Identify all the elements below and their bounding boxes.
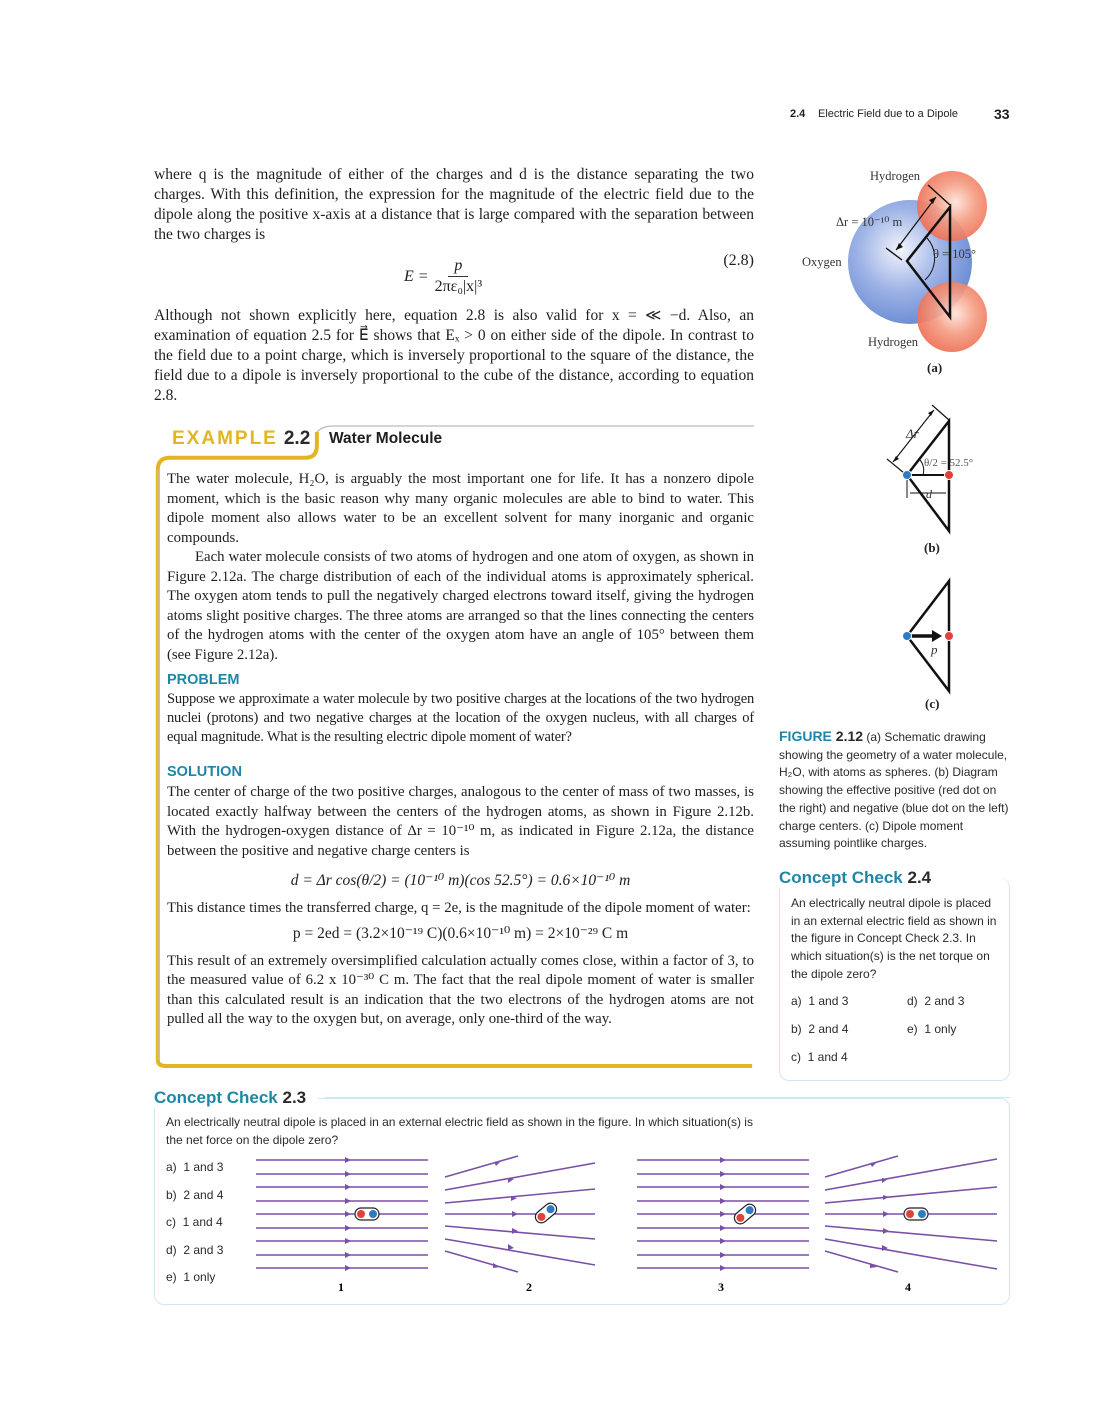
situation-4-label: 4 (905, 1280, 911, 1294)
dipole-1 (355, 1208, 379, 1220)
caption-label (779, 728, 863, 744)
label-hydrogen-top: Hydrogen (870, 169, 920, 183)
example-label-text: EXAMPLE (172, 428, 278, 449)
option-key: c) (791, 1050, 801, 1064)
example-header (154, 424, 756, 468)
hydrogen-atom-top (917, 171, 987, 241)
example-paragraph-2: Each water molecule consists of two atoms of hydrogen and one atom of oxygen, as shown in Figure 2.12a. The charge distribution of each of the individual atoms is approximately spherical. The oxygen atom tends to pull the negatively charged electrons toward itself, giving the hydrogen atoms slight positive charges. The three atoms are arranged so that the lines connecting the centers of the hydrogen atoms with the center of the oxygen atom have an angle of 105° between them (see Figure 2.12a). (167, 549, 754, 663)
option-key: a) (166, 1160, 177, 1174)
label-delta-r: Δr (906, 426, 919, 441)
equation-2-8 (154, 250, 754, 296)
situation-1-label: 1 (338, 1280, 344, 1294)
solution-text (167, 783, 754, 1030)
situation-2-diverging-field[interactable] (445, 1156, 595, 1272)
intro-paragraph (154, 165, 754, 245)
figure-2-12c-dipole-moment (860, 570, 1010, 720)
option-key: c) (166, 1215, 176, 1229)
sublabel-a: (a) (927, 360, 943, 375)
concept-check-2-4-question: An electrically neutral dipole is placed in an external electric field as shown in the figure in Concept Check 2.3. In which situation(s) is the net torque on the dipole zero? (791, 896, 997, 981)
option-d[interactable] (907, 994, 964, 1008)
problem-text (167, 690, 754, 747)
solution-heading: SOLUTION (167, 764, 242, 780)
option-b[interactable] (166, 1188, 223, 1202)
example-number: 2.2 (283, 428, 311, 449)
cc-label: Concept Check (154, 1088, 278, 1107)
problem-heading: PROBLEM (167, 672, 240, 688)
after-equation-paragraph (154, 306, 754, 406)
option-c[interactable] (166, 1215, 223, 1229)
dipole-3 (732, 1202, 758, 1227)
equation-number: (2.8) (723, 252, 754, 269)
option-text: 1 and 3 (183, 1160, 224, 1174)
option-a[interactable] (791, 994, 848, 1008)
example-title: Water Molecule (329, 430, 443, 447)
equation-lhs: E = (404, 267, 429, 285)
situation-2-label: 2 (526, 1280, 532, 1294)
option-text: 1 and 3 (808, 994, 849, 1008)
option-key: e) (907, 1022, 918, 1036)
equation-p: p = 2ed = (3.2×10⁻¹⁹ C)(0.6×10⁻¹⁰ m) = 2×10⁻²⁹ C m (292, 925, 629, 942)
option-text: 2 and 4 (808, 1022, 849, 1036)
caption-number: 2.12 (835, 728, 864, 744)
option-key: b) (791, 1022, 802, 1036)
concept-check-2-4-title (779, 868, 941, 888)
label-d: d (926, 487, 932, 501)
label-hydrogen-bottom: Hydrogen (868, 335, 918, 349)
figure-caption (779, 728, 1011, 853)
situation-1-uniform-field[interactable] (256, 1157, 428, 1271)
equation-numerator: p (448, 256, 468, 277)
option-b[interactable] (791, 1022, 848, 1036)
figure-2-12a-water-molecule (790, 160, 1015, 380)
solution-paragraph-3: This result of an extremely oversimplified calculation actually comes close, within a factor of 3, to the measured value of 6.2 x 10⁻³⁰ C m. The fact that the real dipole moment of water is smaller than this calculated result is an indication that the two electrons of the hydrogen atoms are not pulled all the way to the oxygen but, on average, only one-third of the way. (167, 952, 754, 1027)
option-key: a) (791, 994, 802, 1008)
field-situations-diagram (250, 1150, 1010, 1300)
caption-label-text: FIGURE (779, 728, 832, 744)
problem-paragraph: Suppose we approximate a water molecule by two positive charges at the locations of the two hydrogen nuclei (protons) and two negative charges at the location of the oxygen nucleus, with all charges of equal magnitude. What is the resulting electric dipole moment of water? (167, 691, 754, 745)
equation-denominator: 2πε₀|x|³ (434, 278, 483, 295)
cc-label: Concept Check (779, 868, 903, 887)
section-title: Electric Field due to a Dipole (818, 108, 959, 120)
concept-check-2-4-options (791, 994, 1011, 1074)
option-d[interactable] (166, 1243, 223, 1257)
example-intro (167, 470, 754, 665)
divider (325, 1097, 1010, 1098)
example-paragraph-1: The water molecule, H₂O, is arguably the most important one for life. It has a nonzero dipole moment, which is the basic reason why many organic molecules are able to bind to water. This dipole moment also allows water to be an excellent solvent for many inorganic and organic compounds. (167, 471, 754, 546)
label-half-theta: θ/2 = 52.5° (924, 457, 974, 469)
option-text: 1 and 4 (807, 1050, 848, 1064)
hydrogen-atom-bottom (917, 282, 987, 352)
paragraph-text: where q is the magnitude of either of the charges and d is the distance separating the two charges. With this definition, the expression for the magnitude of the electric field due to the dipole along the positive x-axis at a distance that is large compared with the separation between the two charges is (154, 166, 754, 243)
dipole-4 (904, 1208, 928, 1220)
arrow-icon (932, 630, 942, 642)
cc-number: 2.4 (907, 868, 932, 887)
concept-check-2-3-title (154, 1088, 318, 1108)
option-key: d) (907, 994, 918, 1008)
label-oxygen: Oxygen (802, 255, 842, 269)
option-text: 2 and 3 (183, 1243, 224, 1257)
label-p: p⃗ (931, 642, 948, 657)
concept-check-2-3-question: An electrically neutral dipole is placed in an external electric field as shown in the figure. In which situation(s) is the net force on the dipole zero? (166, 1115, 753, 1147)
option-key: e) (166, 1270, 177, 1284)
option-c[interactable] (791, 1050, 848, 1064)
situation-3-label: 3 (718, 1280, 724, 1294)
equation-d: d = Δr cos(θ/2) = (10⁻¹⁰ m)(cos 52.5°) = 0.6×10⁻¹⁰ m (290, 872, 631, 889)
situation-3-uniform-field[interactable] (637, 1157, 809, 1271)
label-theta: θ = 105° (933, 247, 977, 261)
sublabel-c: (c) (925, 696, 940, 711)
sublabel-b: (b) (924, 540, 940, 555)
example-label (172, 428, 310, 450)
solution-paragraph-2: This distance times the transferred charge, q = 2e, is the magnitude of the dipole moment of water: (167, 899, 751, 916)
page-number: 33 (994, 106, 1010, 122)
dipole-2 (533, 1201, 559, 1226)
equation-fraction (435, 256, 483, 297)
figure-2-12b-charge-centers (860, 400, 1010, 560)
caption-text: (a) Schematic drawing showing the geometry of a water molecule, H₂O, with atoms as spheres. (b) Diagram showing the effective positive (red dot on the right) and negative (blue dot on the left) charge centers. (c) Dipole moment assuming pointlike charges. (779, 730, 1009, 851)
option-text: 1 only (924, 1022, 957, 1036)
option-text: 2 and 4 (183, 1188, 224, 1202)
option-a[interactable] (166, 1160, 223, 1174)
option-text: 1 only (183, 1270, 216, 1284)
concept-check-2-3-options (166, 1160, 246, 1300)
running-header (790, 108, 1020, 128)
section-number: 2.4 (790, 108, 806, 120)
solution-paragraph-1: The center of charge of the two positive charges, analogous to the center of mass of two masses, is located exactly halfway between the centers of the hydrogen atoms, as shown in Figure 2.12b. With the hydrogen-oxygen distance of Δr = 10⁻¹⁰ m, as indicated in Figure 2.12a, the distance between the positive and negative charge centers is (167, 784, 754, 859)
option-key: d) (166, 1243, 177, 1257)
option-key: b) (166, 1188, 177, 1202)
option-text: 2 and 3 (924, 994, 965, 1008)
paragraph-text: Although not shown explicitly here, equation 2.8 is also valid for x = ≪ −d. Also, an examination of equation 2.5 for E⃗ shows that Eₓ > 0 on either side of the dipole. In contrast to the field due to a point charge, which is inversely proportional to the square of the distance, the field due to a dipole is inversely proportional to the cube of the distance, according to equation 2.8. (154, 307, 754, 404)
option-e[interactable] (907, 1022, 956, 1036)
cc-number: 2.3 (282, 1088, 307, 1107)
option-e[interactable] (166, 1270, 215, 1284)
label-delta-r: Δr = 10⁻¹⁰ m (836, 215, 903, 229)
option-text: 1 and 4 (182, 1215, 223, 1229)
